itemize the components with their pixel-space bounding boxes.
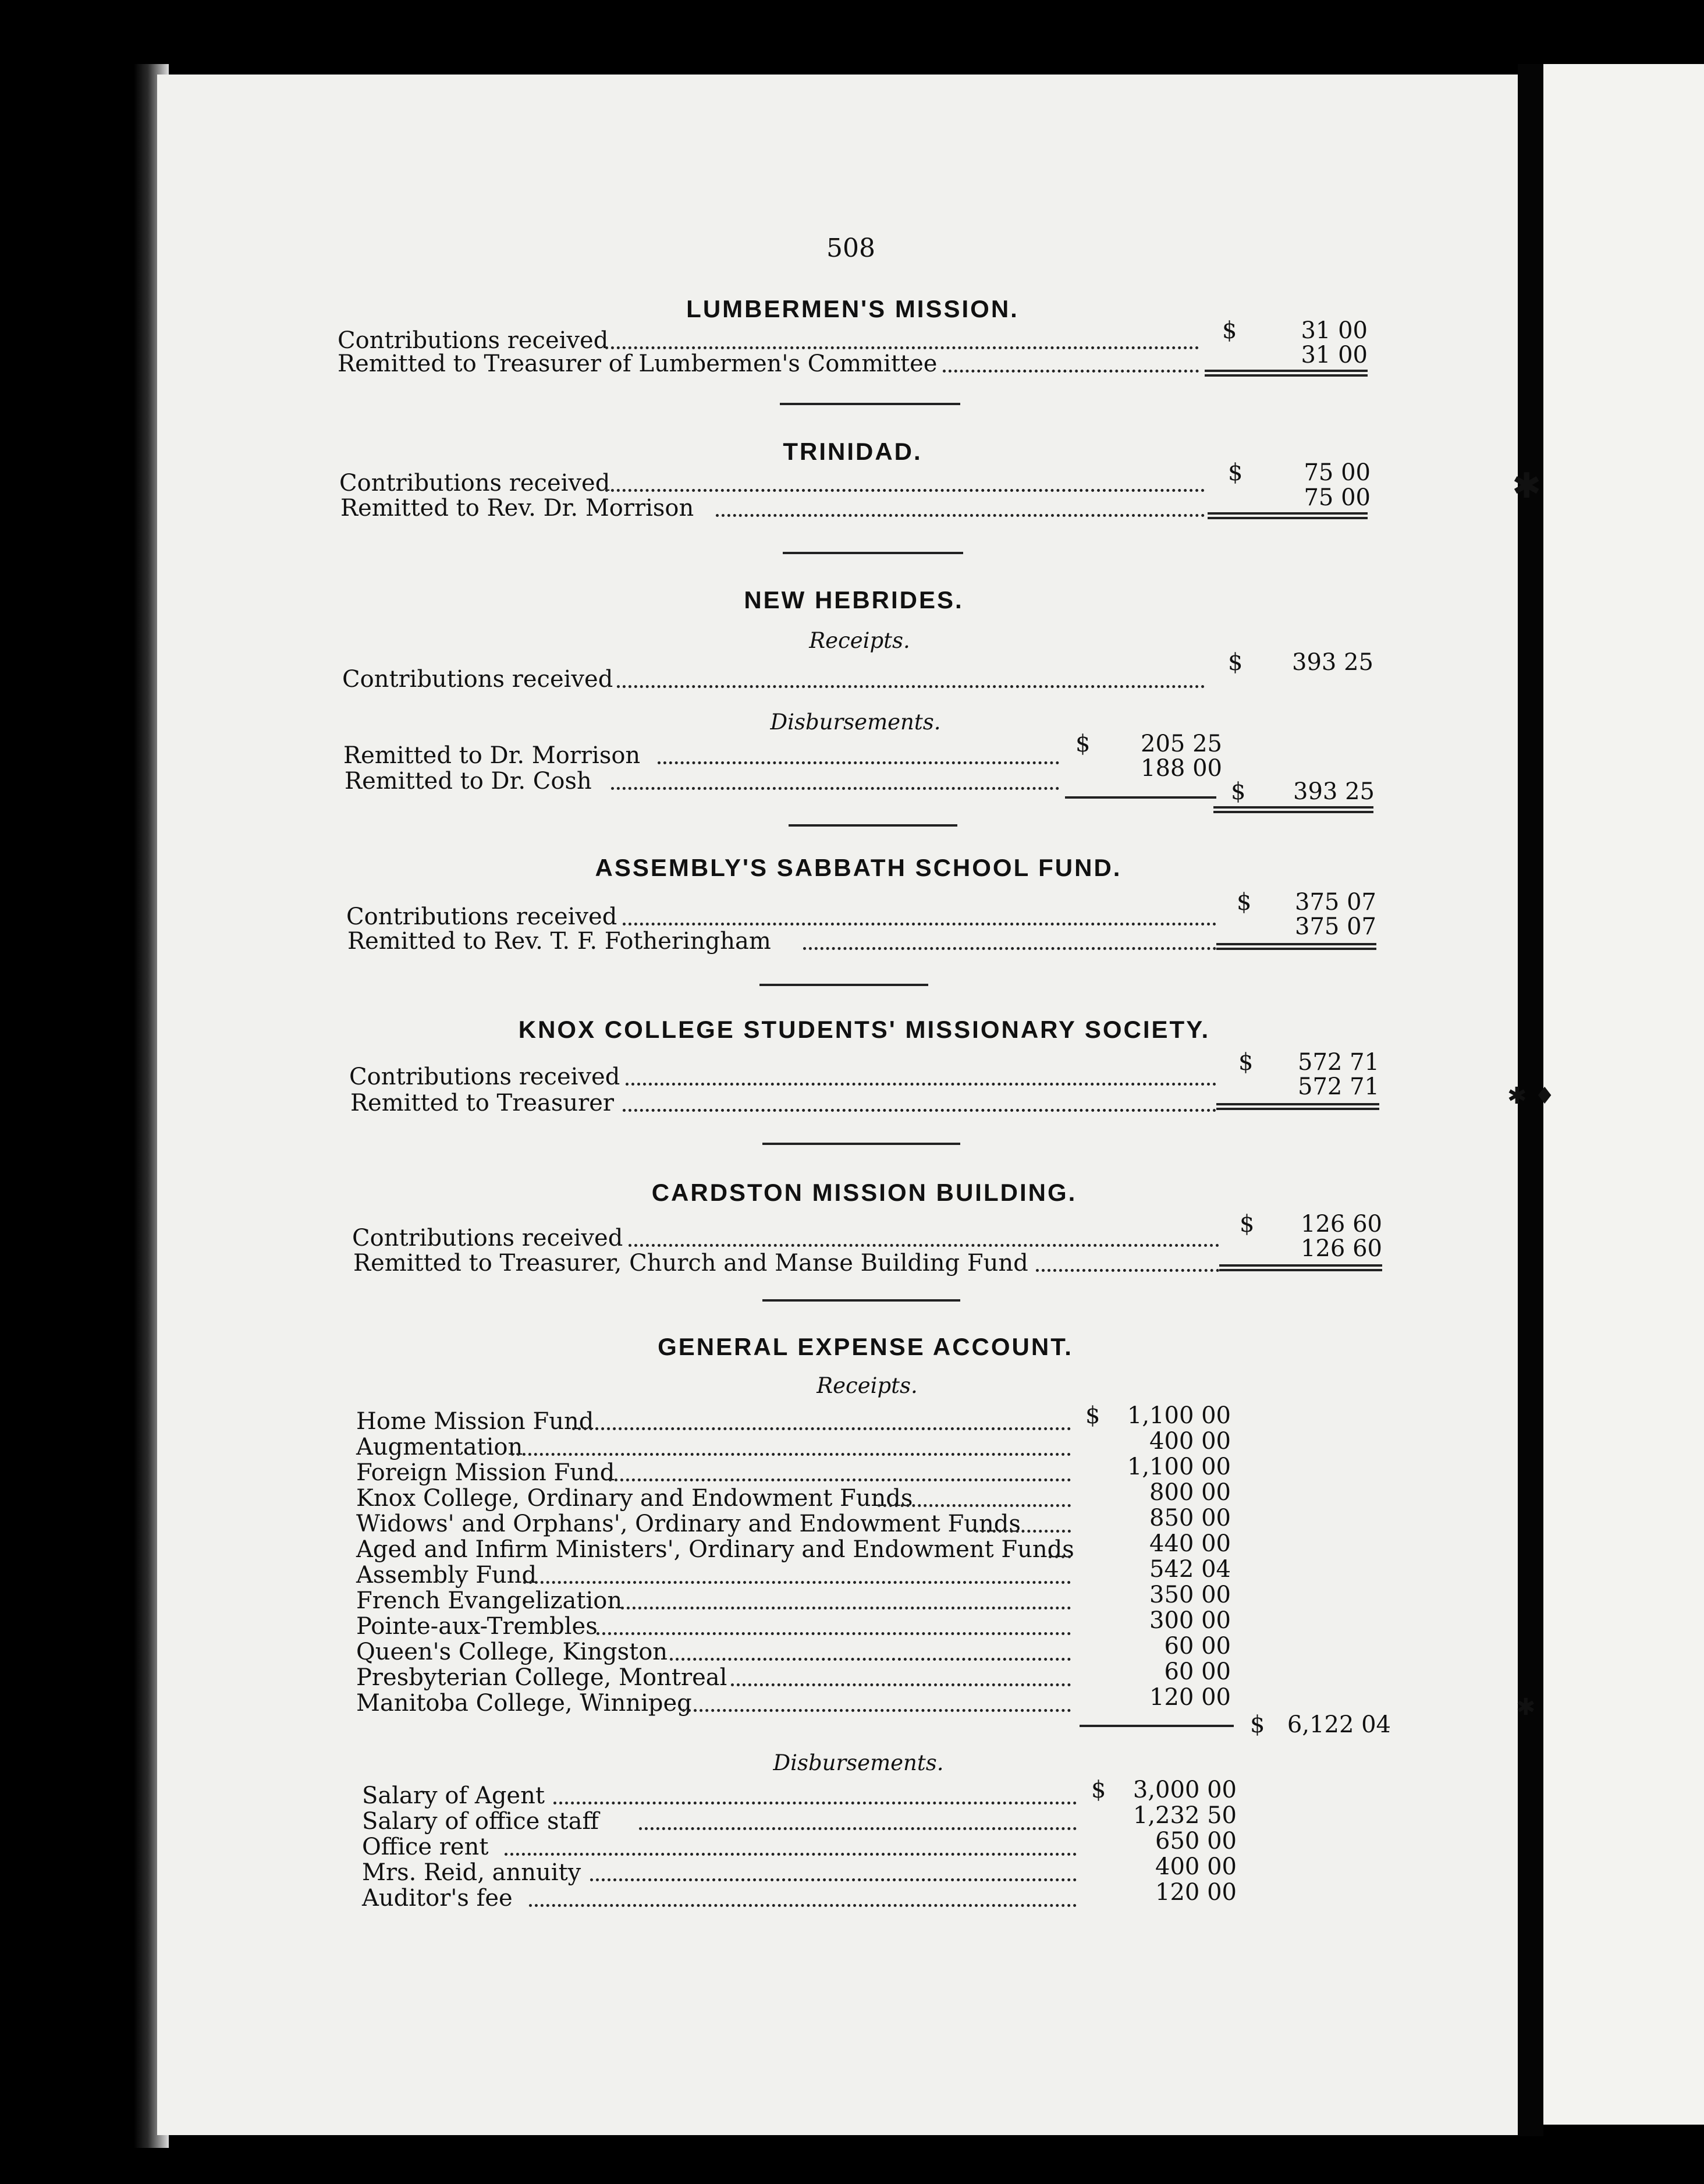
leader-dots xyxy=(505,1853,1077,1856)
leader-dots xyxy=(529,1904,1077,1907)
receipts-heading: Receipts. xyxy=(809,628,910,653)
amount: 1,232 50 xyxy=(1133,1802,1237,1829)
row-label: Knox College, Ordinary and Endowment Funds xyxy=(356,1485,913,1512)
leader-dots xyxy=(670,1658,1071,1661)
leader-dots xyxy=(878,1504,1071,1507)
leader-dots xyxy=(553,1802,1077,1804)
total-double-rule xyxy=(1216,1103,1379,1110)
section-title: ASSEMBLY'S SABBATH SCHOOL FUND. xyxy=(595,854,1122,881)
row-label: Contributions received xyxy=(346,903,617,930)
row-label: Contributions received xyxy=(338,327,609,354)
amount: 350 00 xyxy=(1149,1582,1231,1608)
amount: 375 07 xyxy=(1295,913,1376,940)
dollar-sign: $ xyxy=(1085,1402,1100,1429)
leader-dots xyxy=(716,514,1205,517)
row-label: Remitted to Treasurer xyxy=(350,1090,615,1116)
binding-mark: ✱ xyxy=(1512,466,1542,506)
section-title: KNOX COLLEGE STUDENTS' MISSIONARY SOCIETY. xyxy=(518,1016,1210,1043)
leader-dots xyxy=(609,1479,1071,1481)
leader-dots xyxy=(523,1581,1071,1584)
amount: 393 25 xyxy=(1292,649,1373,676)
section-divider xyxy=(783,552,963,554)
row-label: Contributions received xyxy=(339,470,610,497)
dollar-sign: $ xyxy=(1237,889,1252,916)
amount: 205 25 xyxy=(1141,731,1222,757)
section-title: LUMBERMEN'S MISSION. xyxy=(686,295,1019,322)
disbursements-heading: Disbursements. xyxy=(773,1750,944,1775)
leader-dots xyxy=(943,370,1199,373)
row-label: Manitoba College, Winnipeg xyxy=(356,1690,692,1717)
receipts-heading: Receipts. xyxy=(816,1373,918,1398)
leader-dots xyxy=(975,1530,1071,1533)
section-title: TRINIDAD. xyxy=(783,438,922,465)
row-label: Remitted to Dr. Cosh xyxy=(345,768,592,795)
leader-dots xyxy=(617,685,1205,688)
leader-dots xyxy=(597,1632,1071,1635)
dollar-sign: $ xyxy=(1228,649,1243,676)
total-double-rule xyxy=(1213,806,1373,813)
row-label: Remitted to Treasurer, Church and Manse Building Fund xyxy=(353,1250,1028,1277)
section-divider xyxy=(780,403,960,405)
dollar-sign: $ xyxy=(1075,731,1091,757)
section-divider xyxy=(762,1143,960,1145)
amount: 400 00 xyxy=(1155,1853,1237,1880)
total-amount: 6,122 04 xyxy=(1287,1711,1391,1738)
total-double-rule xyxy=(1219,1264,1382,1271)
amount: 800 00 xyxy=(1149,1479,1231,1506)
amount: 650 00 xyxy=(1155,1828,1237,1855)
leader-dots xyxy=(682,1709,1071,1712)
amount: 75 00 xyxy=(1304,484,1371,511)
total-double-rule xyxy=(1216,943,1376,950)
amount: 126 60 xyxy=(1301,1235,1382,1262)
amount: 572 71 xyxy=(1298,1073,1379,1100)
amount: 75 00 xyxy=(1304,459,1371,486)
amount: 1,100 00 xyxy=(1127,1453,1231,1480)
row-label: Salary of Agent xyxy=(362,1782,545,1809)
leader-dots xyxy=(1049,1555,1071,1558)
total-double-rule xyxy=(1205,370,1368,377)
leader-dots xyxy=(639,1827,1077,1830)
section-divider xyxy=(762,1299,960,1302)
row-label: Widows' and Orphans', Ordinary and Endowment Funds xyxy=(356,1511,1021,1537)
leader-dots xyxy=(572,1427,1071,1430)
row-label: Presbyterian College, Montreal xyxy=(356,1664,727,1691)
leader-dots xyxy=(605,346,1199,349)
row-label: Mrs. Reid, annuity xyxy=(362,1859,581,1886)
section-divider xyxy=(789,824,957,827)
amount: 850 00 xyxy=(1149,1505,1231,1531)
facing-page-strip xyxy=(1542,64,1704,2125)
disbursements-heading: Disbursements. xyxy=(770,710,941,735)
amount: 572 71 xyxy=(1298,1049,1379,1076)
amount: 400 00 xyxy=(1149,1428,1231,1455)
leader-dots xyxy=(1036,1269,1219,1272)
dollar-sign: $ xyxy=(1240,1211,1255,1238)
subtotal-rule xyxy=(1065,796,1216,799)
leader-dots xyxy=(623,1109,1216,1112)
row-label: Remitted to Dr. Morrison xyxy=(343,742,641,769)
amount: 60 00 xyxy=(1164,1658,1231,1685)
dollar-sign: $ xyxy=(1228,459,1243,486)
row-label: Office rent xyxy=(362,1834,489,1860)
row-label: Auditor's fee xyxy=(362,1885,513,1912)
leader-dots xyxy=(623,923,1216,926)
leader-dots xyxy=(629,1244,1219,1247)
amount: 31 00 xyxy=(1301,317,1368,344)
amount: 300 00 xyxy=(1149,1607,1231,1634)
row-label: Remitted to Treasurer of Lumbermen's Committee xyxy=(338,350,938,377)
amount: 126 60 xyxy=(1301,1211,1382,1238)
page-number: 508 xyxy=(826,233,875,263)
dollar-sign: $ xyxy=(1231,778,1246,805)
amount: 375 07 xyxy=(1295,889,1376,916)
row-label: Queen's College, Kingston xyxy=(356,1639,668,1665)
subtotal-rule xyxy=(1080,1725,1234,1727)
row-label: Remitted to Rev. Dr. Morrison xyxy=(340,495,694,522)
leader-dots xyxy=(611,787,1059,790)
row-label: Pointe-aux-Trembles xyxy=(356,1613,598,1640)
row-label: Contributions received xyxy=(352,1225,623,1251)
section-title: NEW HEBRIDES. xyxy=(744,586,964,614)
binding-mark: ✱ xyxy=(1516,1694,1536,1721)
row-label: Salary of office staff xyxy=(362,1808,599,1835)
leader-dots xyxy=(658,761,1059,764)
binding-mark: ✱ ♦ xyxy=(1507,1083,1556,1109)
leader-dots xyxy=(621,1607,1071,1609)
row-label: Augmentation xyxy=(356,1434,523,1460)
dollar-sign: $ xyxy=(1250,1711,1265,1738)
amount: 120 00 xyxy=(1149,1684,1231,1711)
dollar-sign: $ xyxy=(1091,1777,1106,1803)
amount: 3,000 00 xyxy=(1133,1777,1237,1803)
amount: 31 00 xyxy=(1301,342,1368,368)
leader-dots xyxy=(626,1083,1216,1086)
row-label: Assembly Fund xyxy=(356,1562,537,1589)
section-title: GENERAL EXPENSE ACCOUNT. xyxy=(658,1333,1073,1360)
row-label: French Evangelization xyxy=(356,1587,623,1614)
total-amount: 393 25 xyxy=(1293,778,1375,805)
row-label: Foreign Mission Fund xyxy=(356,1459,615,1486)
row-label: Contributions received xyxy=(342,666,613,693)
row-label: Home Mission Fund xyxy=(356,1408,594,1435)
leader-dots xyxy=(803,947,1216,950)
leader-dots xyxy=(731,1683,1071,1686)
row-label: Remitted to Rev. T. F. Fotheringham xyxy=(347,928,771,955)
leader-dots xyxy=(605,489,1205,492)
row-label: Contributions received xyxy=(349,1063,620,1090)
leader-dots xyxy=(590,1878,1077,1881)
total-double-rule xyxy=(1208,512,1368,519)
amount: 188 00 xyxy=(1141,755,1222,782)
amount: 60 00 xyxy=(1164,1633,1231,1660)
amount: 542 04 xyxy=(1149,1556,1231,1583)
dollar-sign: $ xyxy=(1238,1049,1254,1076)
amount: 440 00 xyxy=(1149,1530,1231,1557)
row-label: Aged and Infirm Ministers', Ordinary and Endowment Funds xyxy=(356,1536,1074,1563)
leader-dots xyxy=(511,1453,1071,1456)
amount: 120 00 xyxy=(1155,1879,1237,1906)
dollar-sign: $ xyxy=(1222,317,1237,344)
amount: 1,100 00 xyxy=(1127,1402,1231,1429)
section-title: CARDSTON MISSION BUILDING. xyxy=(651,1179,1077,1206)
section-divider xyxy=(759,984,928,986)
